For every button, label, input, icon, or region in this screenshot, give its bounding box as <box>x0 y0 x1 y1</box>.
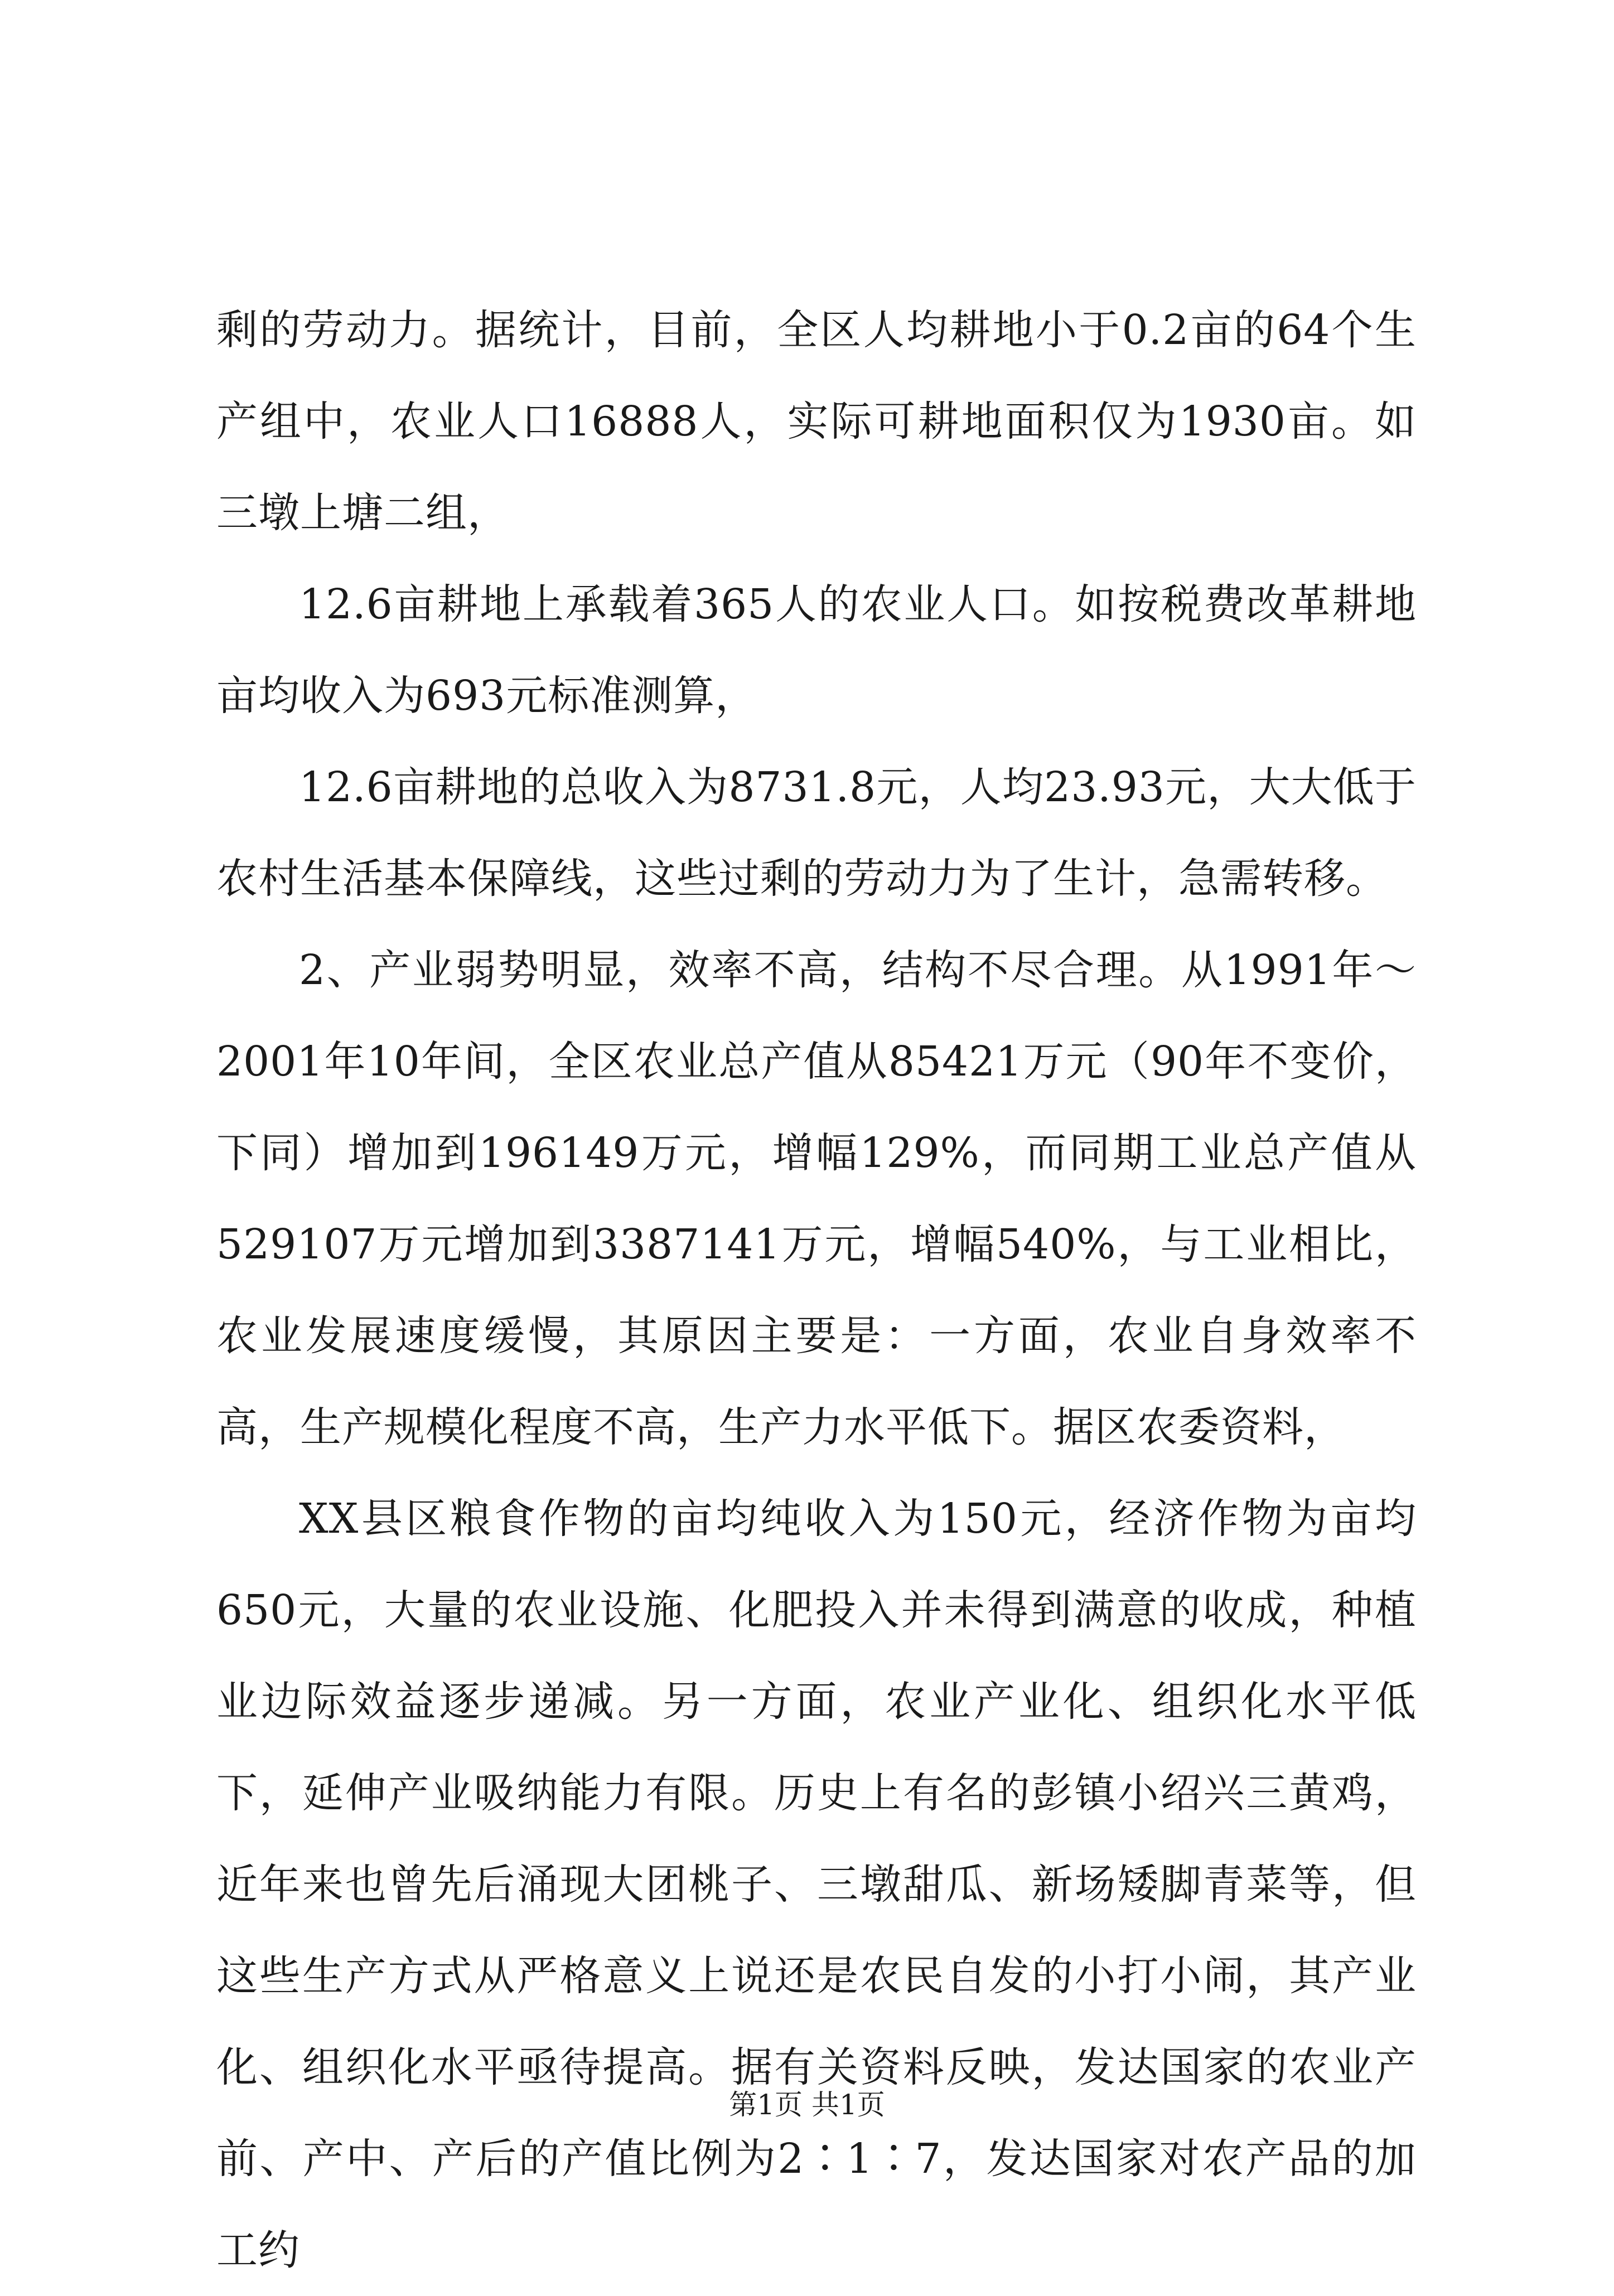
paragraph: 12.6亩耕地上承载着365人的农业人口。如按税费改革耕地亩均收入为693元标准测算， <box>216 580 1417 720</box>
paragraph: 2、产业弱势明显，效率不高，结构不尽合理。从1991年～2001年10年间，全区农业总产值从85421万元（90年不变价，下同）增加到196149万元，增幅129%，而同期工业总产值从529107万元增加到3387141万元，增幅540%，与工业相比，农业发展速度缓慢，其原因主要是：一方面，农业自身效率不高，生产规模化程度不高，生产力水平低下。据区农委资料， <box>216 946 1417 1451</box>
paragraph-continuation: 剩的劳动力。据统计，目前，全区人均耕地小于0.2亩的64个生产组中，农业人口16888人，实际可耕地面积仅为1930亩。如三墩上塘二组， <box>216 306 1417 537</box>
paragraph: 12.6亩耕地的总收入为8731.8元，人均23.93元，大大低于农村生活基本保障线，这些过剩的劳动力为了生计，急需转移。 <box>216 763 1417 903</box>
page-footer: 第1页 共1页 <box>729 2089 885 2121</box>
paragraph: XX县区粮食作物的亩均纯收入为150元，经济作物为亩均650元，大量的农业设施、化肥投入并未得到满意的收成，种植业边际效益逐步递减。另一方面，农业产业化、组织化水平低下，延伸产业吸纳能力有限。历史上有名的彭镇小绍兴三黄鸡，近年来也曾先后涌现大团桃子、三墩甜瓜、新场矮脚青菜等，但这些生产方式从严格意义上说还是农民自发的小打小闹，其产业化、组织化水平亟待提高。据有关资料反映，发达国家的农业产前、产中、产后的产值比例为2∶1∶7，发达国家对农产品的加工约 <box>216 1495 1417 2274</box>
document-body <box>216 284 1417 2296</box>
